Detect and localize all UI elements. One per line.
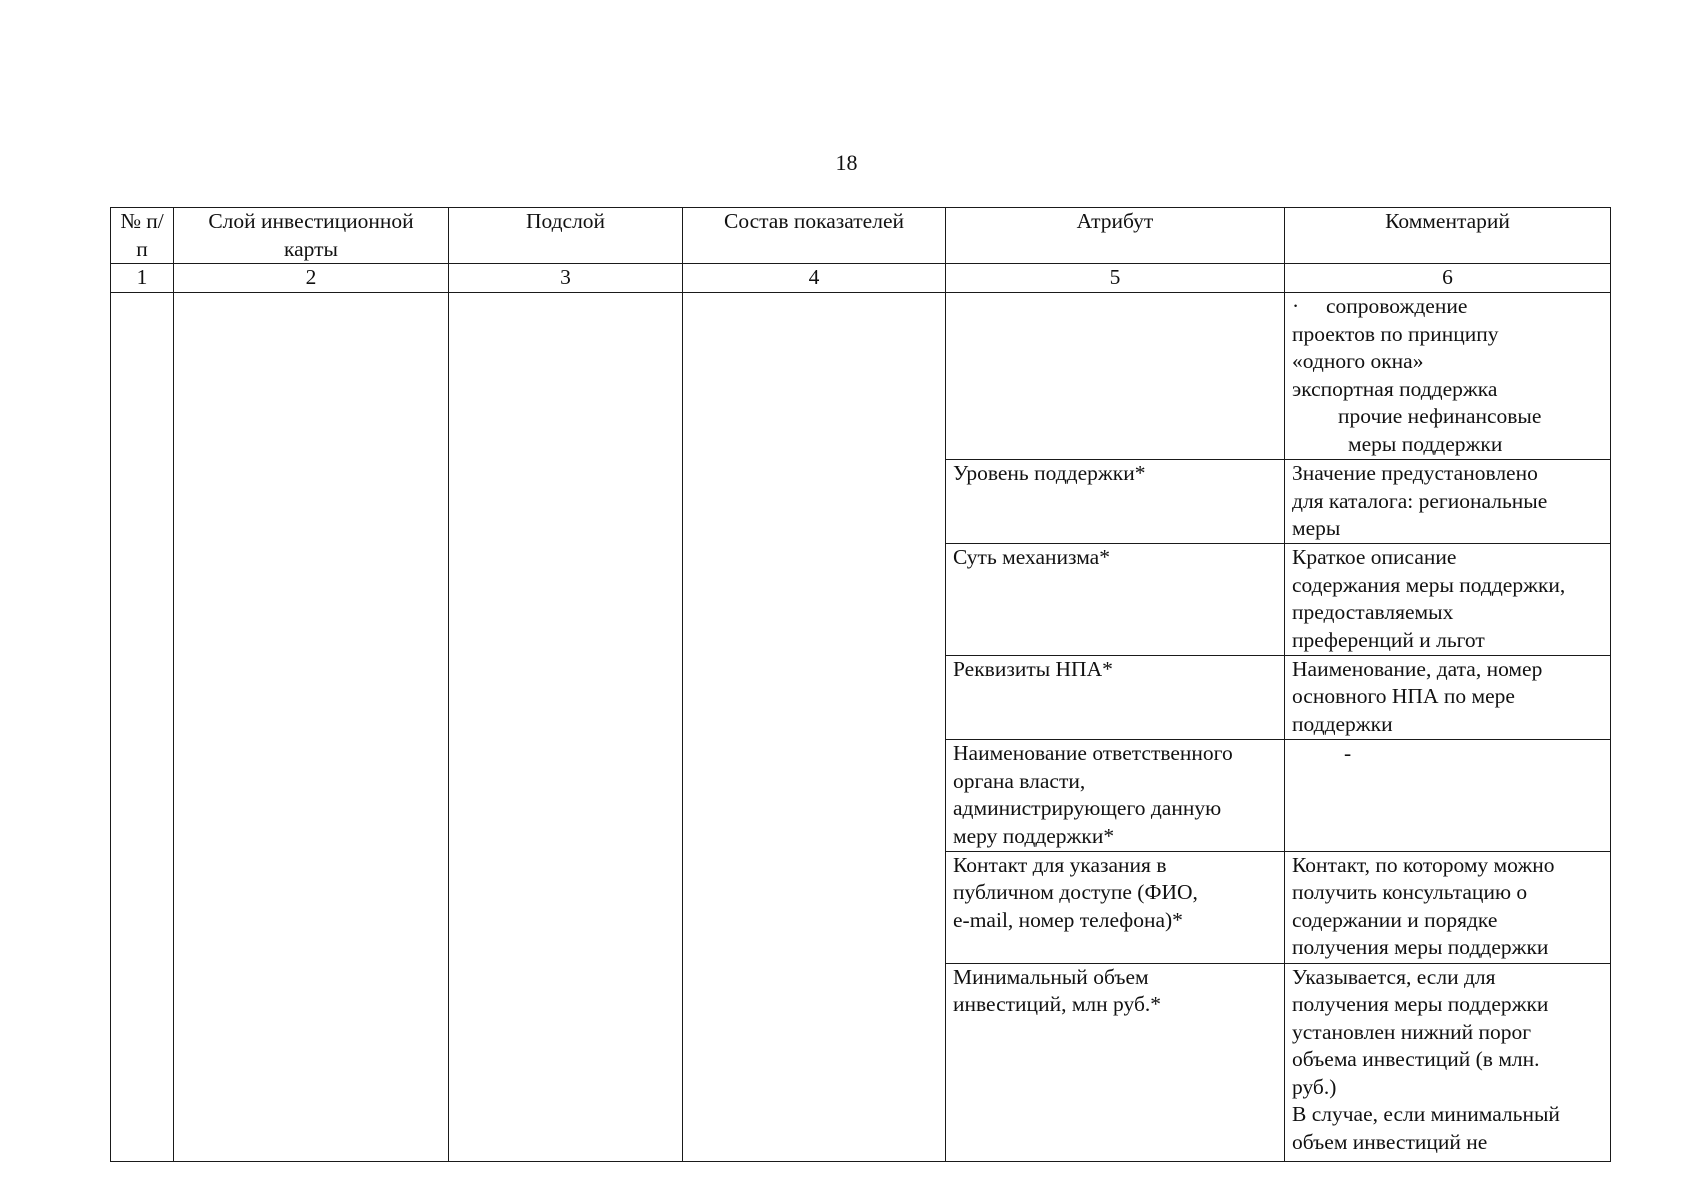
header-indicators: Состав показателей	[683, 208, 946, 264]
comment-dash: -	[1344, 741, 1352, 766]
comment-line: руб.)	[1292, 1074, 1337, 1099]
cell-attribute	[946, 460, 1285, 544]
attribute-line: инвестиций, млн руб.*	[953, 992, 1162, 1017]
comment-line: получить консультацию о	[1292, 880, 1528, 905]
comment-line: предоставляемых	[1292, 600, 1454, 625]
cell-comment	[1285, 544, 1611, 656]
cell-attribute	[946, 544, 1285, 656]
comment-line: Контакт, по которому можно	[1292, 852, 1555, 877]
comment-line: содержании и порядке	[1292, 907, 1498, 932]
header-layer: Слой инвестиционной карты	[174, 208, 449, 264]
comment-line: основного НПА по мере	[1292, 684, 1515, 709]
comment-line: «одного окна»	[1292, 349, 1424, 373]
comment-line: установлен нижний порог	[1292, 1019, 1532, 1044]
comment-line: Краткое описание	[1292, 545, 1457, 570]
comment-line: проектов по принципу	[1292, 321, 1499, 346]
cell-layer	[174, 293, 449, 1162]
comment-line: объема инвестиций (в млн.	[1292, 1047, 1540, 1072]
cell-indicators	[683, 293, 946, 1162]
comment-line: меры поддержки	[1348, 431, 1503, 456]
attribute-line: администрирующего данную	[953, 796, 1222, 821]
comment-line: преференций и льгот	[1292, 627, 1485, 652]
attribute-line: меру поддержки*	[953, 823, 1115, 848]
table-row	[111, 293, 1611, 460]
attribute-line: Уровень поддержки*	[953, 461, 1146, 486]
cell-comment	[1285, 740, 1611, 852]
comment-line: В случае, если минимальный	[1292, 1102, 1560, 1127]
cell-attribute	[946, 293, 1285, 460]
comment-line: экспортная поддержка	[1292, 376, 1498, 401]
column-number: 6	[1285, 264, 1611, 293]
attribute-line: Реквизиты НПА*	[953, 656, 1113, 681]
cell-attribute	[946, 963, 1285, 1161]
comment-line: меры	[1292, 516, 1341, 541]
attribute-line: e-mail, номер телефона)*	[953, 907, 1183, 932]
cell-comment	[1285, 851, 1611, 963]
cell-comment	[1285, 293, 1611, 460]
comment-line: для каталога: региональные	[1292, 488, 1548, 513]
page-number: 18	[835, 150, 858, 175]
bullet-marker: ·	[1292, 294, 1300, 318]
attribute-line: Минимальный объем	[953, 964, 1149, 989]
comment-line: объем инвестиций не	[1292, 1129, 1488, 1154]
attribute-line: публичном доступе (ФИО,	[953, 880, 1198, 905]
comment-line: поддержки	[1292, 711, 1393, 736]
attribute-line: Наименование ответственного	[953, 741, 1233, 766]
column-number-row	[111, 264, 1611, 293]
cell-comment	[1285, 460, 1611, 544]
column-number: 4	[683, 264, 946, 293]
column-number: 5	[946, 264, 1285, 293]
column-number: 3	[449, 264, 683, 293]
cell-attribute	[946, 851, 1285, 963]
comment-line: сопровождение	[1326, 294, 1468, 318]
attribute-line: Контакт для указания в	[953, 852, 1167, 877]
header-sublayer: Подслой	[449, 208, 683, 264]
comment-line: Значение предустановлено	[1292, 461, 1538, 486]
header-number: № п/п	[111, 208, 174, 264]
comment-line: Наименование, дата, номер	[1292, 656, 1543, 681]
column-number: 1	[111, 264, 174, 293]
cell-attribute	[946, 655, 1285, 739]
comment-line: получения меры поддержки	[1292, 935, 1549, 960]
comment-line: получения меры поддержки	[1292, 992, 1549, 1017]
attribute-line: органа власти,	[953, 768, 1086, 793]
attribute-line: Суть механизма*	[953, 545, 1110, 570]
column-number: 2	[174, 264, 449, 293]
cell-sublayer	[449, 293, 683, 1162]
comment-line: Указывается, если для	[1292, 964, 1496, 989]
cell-comment	[1285, 963, 1611, 1161]
header-row	[111, 208, 1611, 264]
header-attribute: Атрибут	[946, 208, 1285, 264]
comment-line: содержания меры поддержки,	[1292, 572, 1566, 597]
cell-comment	[1285, 655, 1611, 739]
cell-number	[111, 293, 174, 1162]
cell-attribute	[946, 740, 1285, 852]
comment-line: прочие нефинансовые	[1338, 404, 1542, 428]
indicator-table	[110, 207, 1611, 1162]
header-comment: Комментарий	[1285, 208, 1611, 264]
